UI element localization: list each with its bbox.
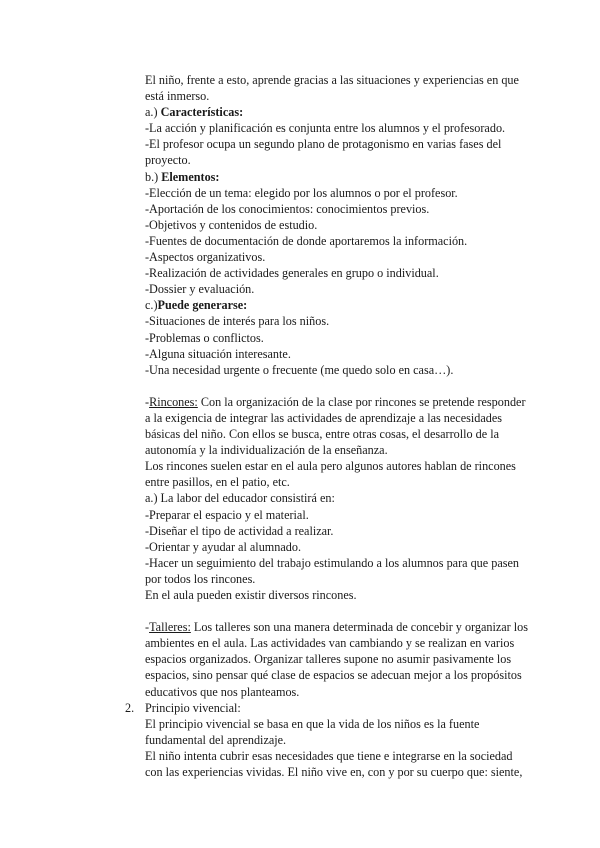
list-item: -Fuentes de documentación de donde aportaremos la información.: [145, 233, 468, 248]
paragraph-line: a.) La labor del educador consistirá en:: [145, 491, 335, 506]
paragraph-line: ambientes en el aula. Las actividades van cambiando y se realizan en varios: [145, 636, 515, 651]
document-body: [125, 72, 537, 780]
paragraph-line: fundamental del aprendizaje.: [145, 732, 287, 747]
list-item: -La acción y planificación es conjunta entre los alumnos y el profesorado.: [145, 121, 506, 136]
list-item: -Hacer un seguimiento del trabajo estimulando a los alumnos para que pasen: [145, 555, 519, 570]
paragraph-line: El niño intenta cubrir esas necesidades que tiene e integrarse en la sociedad: [145, 748, 513, 763]
list-item: -Situaciones de interés para los niños.: [145, 314, 330, 329]
section-heading-text: Elementos:: [161, 169, 220, 184]
paragraph-line: básicas del niño. Con ellos se busca, entre otras cosas, el desarrollo de la: [145, 427, 500, 442]
list-item: -Elección de un tema: elegido por los alumnos o por el profesor.: [145, 185, 458, 200]
paragraph-line: El principio vivencial se basa en que la vida de los niños es la fuente: [145, 716, 480, 731]
list-item: -Una necesidad urgente o frecuente (me quedo solo en casa…).: [145, 362, 454, 377]
list-item: -Aportación de los conocimientos: conocimientos previos.: [145, 201, 430, 216]
paragraph-line: espacios, sino pensar qué clase de espacios se adecuan mejor a los propósitos: [145, 668, 522, 683]
section-prefix: b.): [145, 169, 162, 184]
section-heading-puede-generarse: [145, 297, 537, 313]
numbered-item-title: Principio vivencial:: [145, 700, 241, 715]
list-item: -Diseñar el tipo de actividad a realizar.: [145, 523, 334, 538]
section-heading-text: Características:: [160, 105, 244, 120]
list-item: -Preparar el espacio y el material.: [145, 507, 309, 522]
list-item: -Objetivos y contenidos de estudio.: [145, 217, 318, 232]
list-item: -Realización de actividades generales en grupo o individual.: [145, 266, 439, 281]
section-prefix: a.): [145, 105, 161, 120]
paragraph-gap: [145, 603, 537, 619]
list-item: -Dossier y evaluación.: [145, 282, 255, 297]
paragraph-line: Los rincones suelen estar en el aula pero algunos autores hablan de rincones: [145, 459, 516, 474]
section-heading-caracteristicas: [145, 104, 537, 120]
numbered-item-principio-vivencial: [125, 700, 537, 716]
intro-line: El niño, frente a esto, aprende gracias a las situaciones y experiencias en que: [145, 73, 519, 87]
paragraph-line: con las experiencias vividas. El niño vive en, con y por su cuerpo que: siente,: [145, 765, 523, 780]
list-item: por todos los rincones.: [145, 571, 256, 586]
list-item: -Orientar y ayudar al alumnado.: [145, 539, 302, 554]
section-prefix: c.): [145, 298, 158, 313]
rincones-dash: -: [145, 394, 150, 409]
list-item: -El profesor ocupa un segundo plano de protagonismo en varias fases del: [145, 137, 502, 152]
list-item: -Alguna situación interesante.: [145, 346, 291, 361]
paragraph-line: autonomía y la individualización de la enseñanza.: [145, 443, 388, 458]
rincones-first-line: [145, 394, 537, 410]
list-item: -Problemas o conflictos.: [145, 330, 264, 345]
section-heading-text: Puede generarse:: [157, 298, 248, 313]
list-number: 2.: [125, 700, 135, 715]
rincones-first-line-text: Con la organización de la clase por rincones se pretende responder: [197, 394, 526, 409]
paragraph-line: educativos que nos planteamos.: [145, 684, 300, 699]
talleres-term: Talleres:: [149, 620, 191, 635]
talleres-first-line-text: Los talleres son una manera determinada de concebir y organizar los: [190, 620, 529, 635]
rincones-term: Rincones:: [149, 394, 198, 409]
paragraph-line: En el aula pueden existir diversos rincones.: [145, 588, 357, 602]
intro-line: está inmerso.: [145, 89, 210, 104]
section-heading-elementos: [145, 169, 537, 185]
paragraph-gap: [145, 378, 537, 394]
paragraph-line: a la exigencia de integrar las actividades de aprendizaje a las necesidades: [145, 410, 502, 425]
list-item: -Aspectos organizativos.: [145, 250, 266, 265]
paragraph-line: espacios organizados. Organizar talleres supone no asumir pasivamente los: [145, 652, 512, 667]
talleres-dash: -: [145, 620, 150, 635]
list-item: proyecto.: [145, 153, 191, 168]
paragraph-line: entre pasillos, en el patio, etc.: [145, 475, 290, 490]
talleres-first-line: [145, 619, 537, 635]
